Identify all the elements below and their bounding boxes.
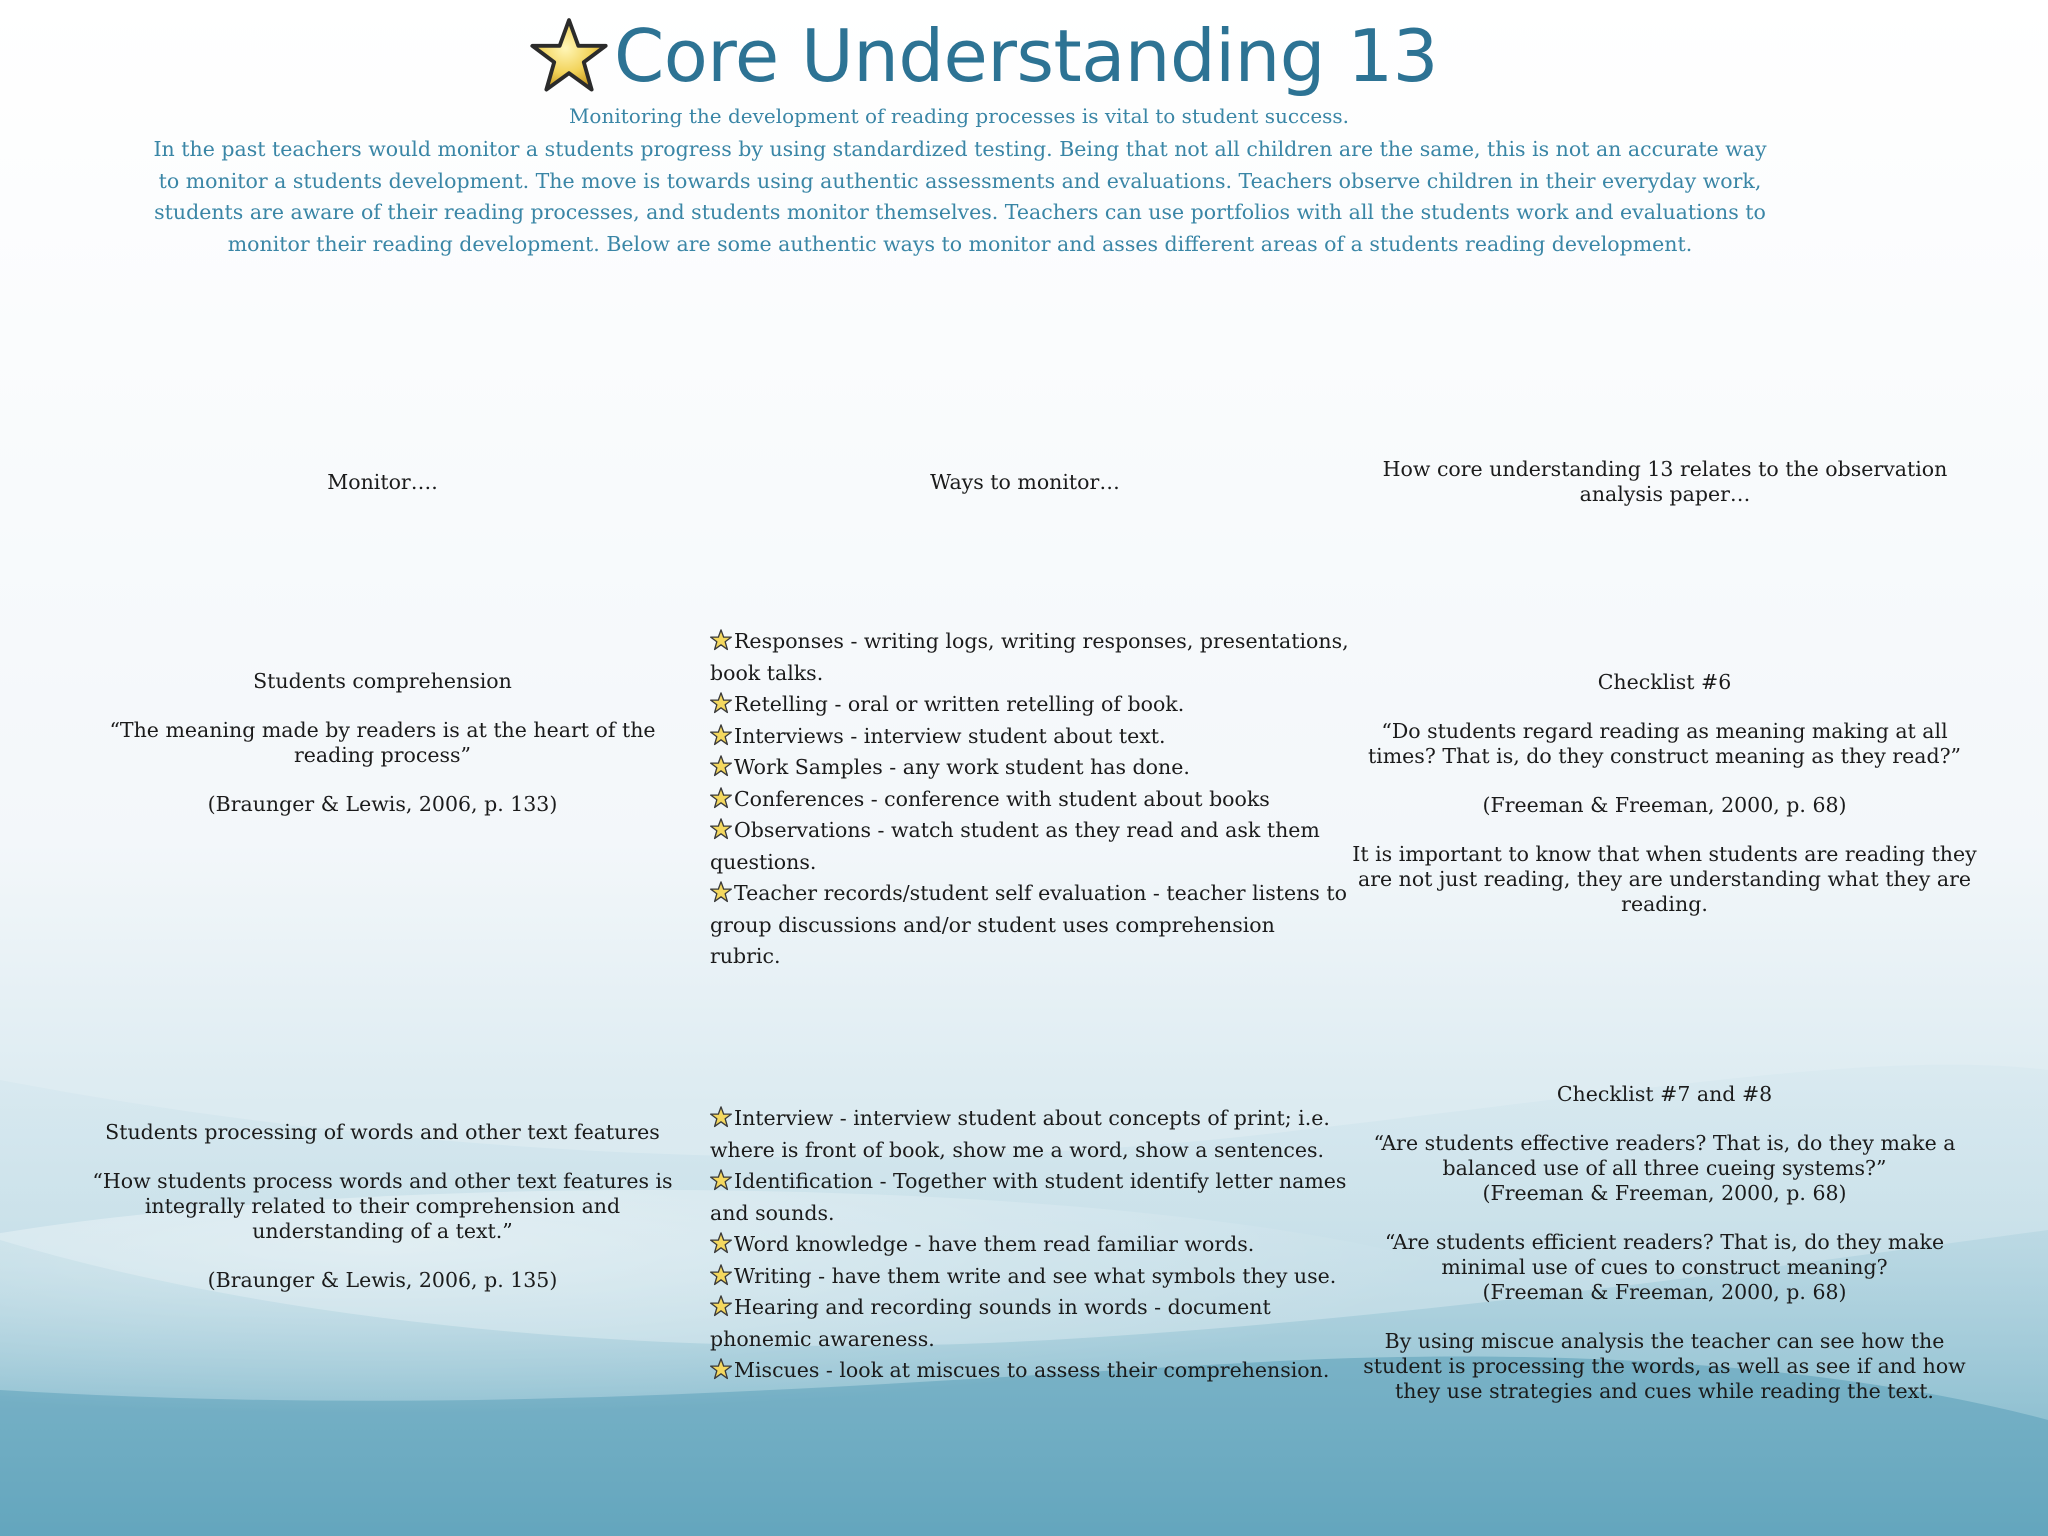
row2-monitor-citation: (Braunger & Lewis, 2006, p. 135): [207, 1268, 558, 1292]
ways-list-item-text: Identification - Together with student identify letter names and sounds.: [710, 1169, 1347, 1225]
star-bullet-icon: [710, 1169, 732, 1191]
title-block: [0, 14, 2048, 99]
row2-relates-quote1: “Are students effective readers? That is, do they make a balanced use of all three cueing systems?”: [1373, 1131, 1956, 1180]
ways-list-item-text: Teacher records/student self evaluation - teacher listens to group discussions and/or student uses comprehension rubric.: [710, 881, 1347, 968]
row2-relates-note: By using miscue analysis the teacher can see how the student is processing the words, as well as see if and how they use strategies and cues while reading the text.: [1363, 1329, 1966, 1403]
ways-list-item-text: Retelling - oral or written retelling of book.: [734, 692, 1185, 716]
star-bullet-icon: [710, 881, 732, 903]
title-text: Core Understanding 13: [613, 14, 1438, 98]
ways-list-item-text: Observations - watch student as they read and ask them questions.: [710, 818, 1320, 874]
star-bullet-icon: [710, 1232, 732, 1254]
ways-list-item: [710, 1166, 1350, 1229]
ways-list-item: [710, 1261, 1350, 1293]
ways-list-item-text: Conferences - conference with student about books: [734, 786, 1270, 811]
row2-monitor-quote: “How students process words and other text features is integrally related to their comprehension and understanding of a text.”: [92, 1169, 673, 1243]
row1-relates-note: It is important to know that when students are reading they are not just reading, they are understanding what they are reading.: [1352, 842, 1977, 916]
row1-monitor-quote: “The meaning made by readers is at the heart of the reading process”: [109, 718, 656, 767]
ways-list-item: [710, 721, 1350, 753]
subtitle: Monitoring the development of reading processes is vital to student success.: [568, 104, 1350, 128]
row2-monitor: [70, 1120, 695, 1293]
ways-list-item: [710, 752, 1350, 784]
column-header-relates: How core understanding 13 relates to the observation analysis paper…: [1382, 457, 1948, 506]
star-bullet-icon: [710, 755, 732, 777]
star-bullet-icon: [710, 1295, 732, 1317]
ways-list-item: [710, 815, 1350, 878]
ways-list-item-text: Writing - have them write and see what symbols they use.: [734, 1263, 1337, 1288]
ways-list-item-text: Interviews - interview student about text.: [734, 723, 1166, 748]
ways-list-item: [710, 689, 1350, 721]
intro-paragraph: In the past teachers would monitor a students progress by using standardized testing. Being that not all children are the same, this is not an accurate way to monitor a students development. The move is towards using authentic assessments and evaluations. Teachers observe children in their everyday work, students are aware of their reading processes, and students monitor themselves. Teachers can use portfolios with all the students work and evaluations to monitor their reading development. Below are some authentic ways to monitor and asses different areas of a students reading development.: [153, 137, 1767, 256]
ways-list-item-text: Interview - interview student about concepts of print; i.e. where is front of book, show me a word, show a sentences.: [710, 1106, 1330, 1162]
star-bullet-icon: [710, 818, 732, 840]
row1-ways-list: [710, 626, 1350, 973]
ways-list-item-text: Word knowledge - have them read familiar words.: [734, 1232, 1255, 1256]
row1-relates-quote: “Do students regard reading as meaning making at all times? That is, do they construct meaning as they read?”: [1367, 719, 1962, 768]
row2-relates-citation1: (Freeman & Freeman, 2000, p. 68): [1482, 1181, 1847, 1205]
star-bullet-icon: [710, 692, 732, 714]
ways-list-item: [710, 1292, 1350, 1355]
ways-list-item-text: Work Samples - any work student has done.: [734, 755, 1190, 779]
row2-relates-quote2: “Are students efficient readers? That is, do they make minimal use of cues to construct meaning?: [1384, 1230, 1945, 1279]
ways-list-item: [710, 878, 1350, 973]
row1-relates-heading: Checklist #6: [1597, 670, 1732, 694]
ways-list-item: [710, 626, 1350, 689]
row1-monitor-heading: Students comprehension: [253, 669, 512, 693]
star-bullet-icon: [710, 629, 732, 651]
row1-relates: [1352, 670, 1977, 917]
row2-relates-citation2: (Freeman & Freeman, 2000, p. 68): [1482, 1280, 1847, 1304]
row1-ways: [710, 626, 1350, 973]
row2-ways-list: [710, 1103, 1350, 1387]
column-header-monitor: Monitor….: [327, 470, 438, 494]
ways-list-item-text: Hearing and recording sounds in words - document phonemic awareness.: [710, 1295, 1271, 1351]
star-bullet-icon: [710, 1358, 732, 1380]
star-icon: [530, 17, 608, 95]
star-bullet-icon: [710, 1264, 732, 1286]
row2-ways: [710, 1103, 1350, 1387]
star-bullet-icon: [710, 787, 732, 809]
row1-monitor: [70, 669, 695, 817]
row1-monitor-citation: (Braunger & Lewis, 2006, p. 133): [207, 792, 558, 816]
row2-relates-heading: Checklist #7 and #8: [1556, 1082, 1773, 1106]
ways-list-item: [710, 784, 1350, 816]
ways-list-item: [710, 1355, 1350, 1387]
row2-monitor-heading: Students processing of words and other text features: [105, 1120, 660, 1144]
star-bullet-icon: [710, 724, 732, 746]
star-bullet-icon: [710, 1106, 732, 1128]
ways-list-item-text: Miscues - look at miscues to assess their comprehension.: [734, 1358, 1330, 1382]
ways-list-item: [710, 1103, 1350, 1166]
ways-list-item-text: Responses - writing logs, writing responses, presentations, book talks.: [710, 629, 1349, 685]
ways-list-item: [710, 1229, 1350, 1261]
column-header-ways: Ways to monitor…: [930, 470, 1120, 494]
row1-relates-citation: (Freeman & Freeman, 2000, p. 68): [1482, 793, 1847, 817]
page-title: [530, 14, 1438, 98]
row2-relates: [1352, 1082, 1977, 1404]
